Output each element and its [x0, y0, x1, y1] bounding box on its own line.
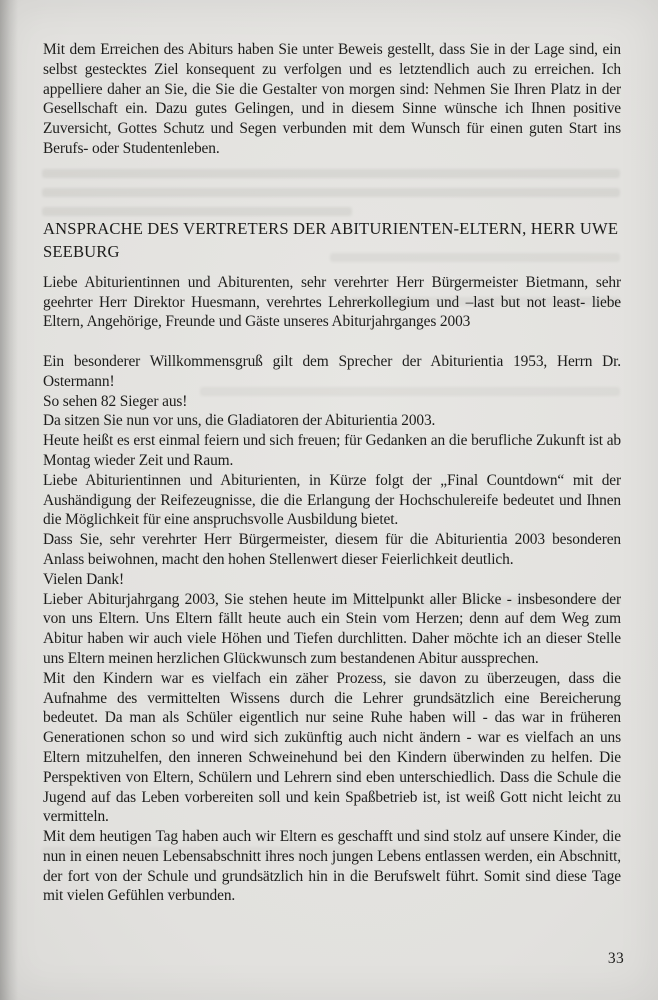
intro-paragraph: Mit dem Erreichen des Abiturs haben Sie unter Beweis gestellt, dass Sie in der Lage sind, ein selbst gestecktes Ziel konsequent zu verfolgen und es letztendlich auch zu erreichen. Ich appelliere daher an Sie, die Sie die Gestalter von morgen sind: Nehmen Sie Ihren Platz in der Gesellschaft ein. Dazu gutes Gelingen, und in diesem Sinne wünsche ich Ihnen positive Zuversicht, Gottes Schutz und Segen verbunden mit dem Wunsch für einen guten Start ins Berufs- oder Studentenleben.: [43, 41, 621, 157]
paragraph: Dass Sie, sehr verehrter Herr Bürgermeister, diesem für die Abiturientia 2003 besonderen Anlass beiwohnen, macht den hohen Stellenwert dieser Feierlichkeit deutlich.: [43, 531, 621, 568]
paragraph: So sehen 82 Sieger aus!: [43, 392, 188, 410]
speech-body: [43, 273, 621, 907]
paragraph: Ein besonderer Willkommensgruß gilt dem Sprecher der Abiturientia 1953, Herrn Dr. Ostermann!: [43, 352, 621, 390]
page-edge-shadow: [0, 0, 18, 1000]
paragraph: Heute heißt es erst einmal feiern und sich freuen; für Gedanken an die berufliche Zukunft ist ab Montag wieder Zeit und Raum.: [43, 432, 621, 469]
section-heading: ANSPRACHE DES VERTRETERS DER ABITURIENTEN-ELTERN, HERR UWE SEEBURG: [43, 218, 619, 262]
paragraph: Lieber Abiturjahrgang 2003, Sie stehen heute im Mittelpunkt aller Blicke - insbesondere der von uns Eltern. Uns Eltern fällt heute auch ein Stein vom Herzen; denn auf dem Weg zum Abitur haben wir auch viele Höhen und Tiefen durchlitten. Daher möchte ich an dieser Stelle uns Eltern meinen herzlichen Glückwunsch zum bestandenen Abitur aussprechen.: [43, 590, 621, 667]
paragraph: Da sitzen Sie nun vor uns, die Gladiatoren der Abiturientia 2003.: [43, 412, 436, 430]
paragraph: Mit dem heutigen Tag haben auch wir Eltern es geschafft und sind stolz auf unsere Kinder, die nun in einen neuen Lebensabschnitt ihres noch jungen Lebens entlassen werden, ein Abschnitt, der fort von der Schule und grundsätzlich hin in die Berufswelt führt. Somit sind diese Tage mit vielen Gefühlen verbunden.: [43, 828, 621, 905]
section-gap: [43, 159, 621, 217]
paragraph: Mit den Kindern war es vielfach ein zäher Prozess, sie davon zu überzeugen, dass die Aufnahme des vermittelten Wissens durch die Lehrer grundsätzlich eine Bereicherung bedeutet. Da man als Schüler eigentlich nur seine Ruhe haben will - das war in früheren Generationen schon so und wird sich zukünftig auch nicht ändern - war es vielfach an uns Eltern mitzuhelfen, den inneren Schweinehund bei den Kindern überwinden zu helfen. Die Perspektiven von Eltern, Schülern und Lehrern sind eben unterschiedlich. Dass die Schule die Jugend auf das Leben vorbereiten soll und kein Spaßbetrieb ist, ist weiß Gott nicht leicht zu vermitteln.: [43, 669, 621, 826]
paragraph: Liebe Abiturientinnen und Abiturenten, sehr verehrter Herr Bürgermeister Bietmann, sehr geehrter Herr Direktor Huesmann, verehrtes Lehrerkollegium und –last but not least- liebe Eltern, Angehörige, Freunde und Gäste unseres Abiturjahrganges 2003: [43, 273, 621, 331]
paragraph: Vielen Dank!: [43, 570, 124, 588]
page-content: [43, 40, 621, 906]
paragraph: Liebe Abiturientinnen und Abiturienten, in Kürze folgt der „Final Countdown“ mit der Aushändigung der Reifezeugnisse, die die Erlangung der Hochschulereife bedeutet und Ihnen die Möglichkeit für eine anspruchsvolle Ausbildung bietet.: [43, 471, 621, 529]
page-number: 33: [607, 950, 624, 967]
